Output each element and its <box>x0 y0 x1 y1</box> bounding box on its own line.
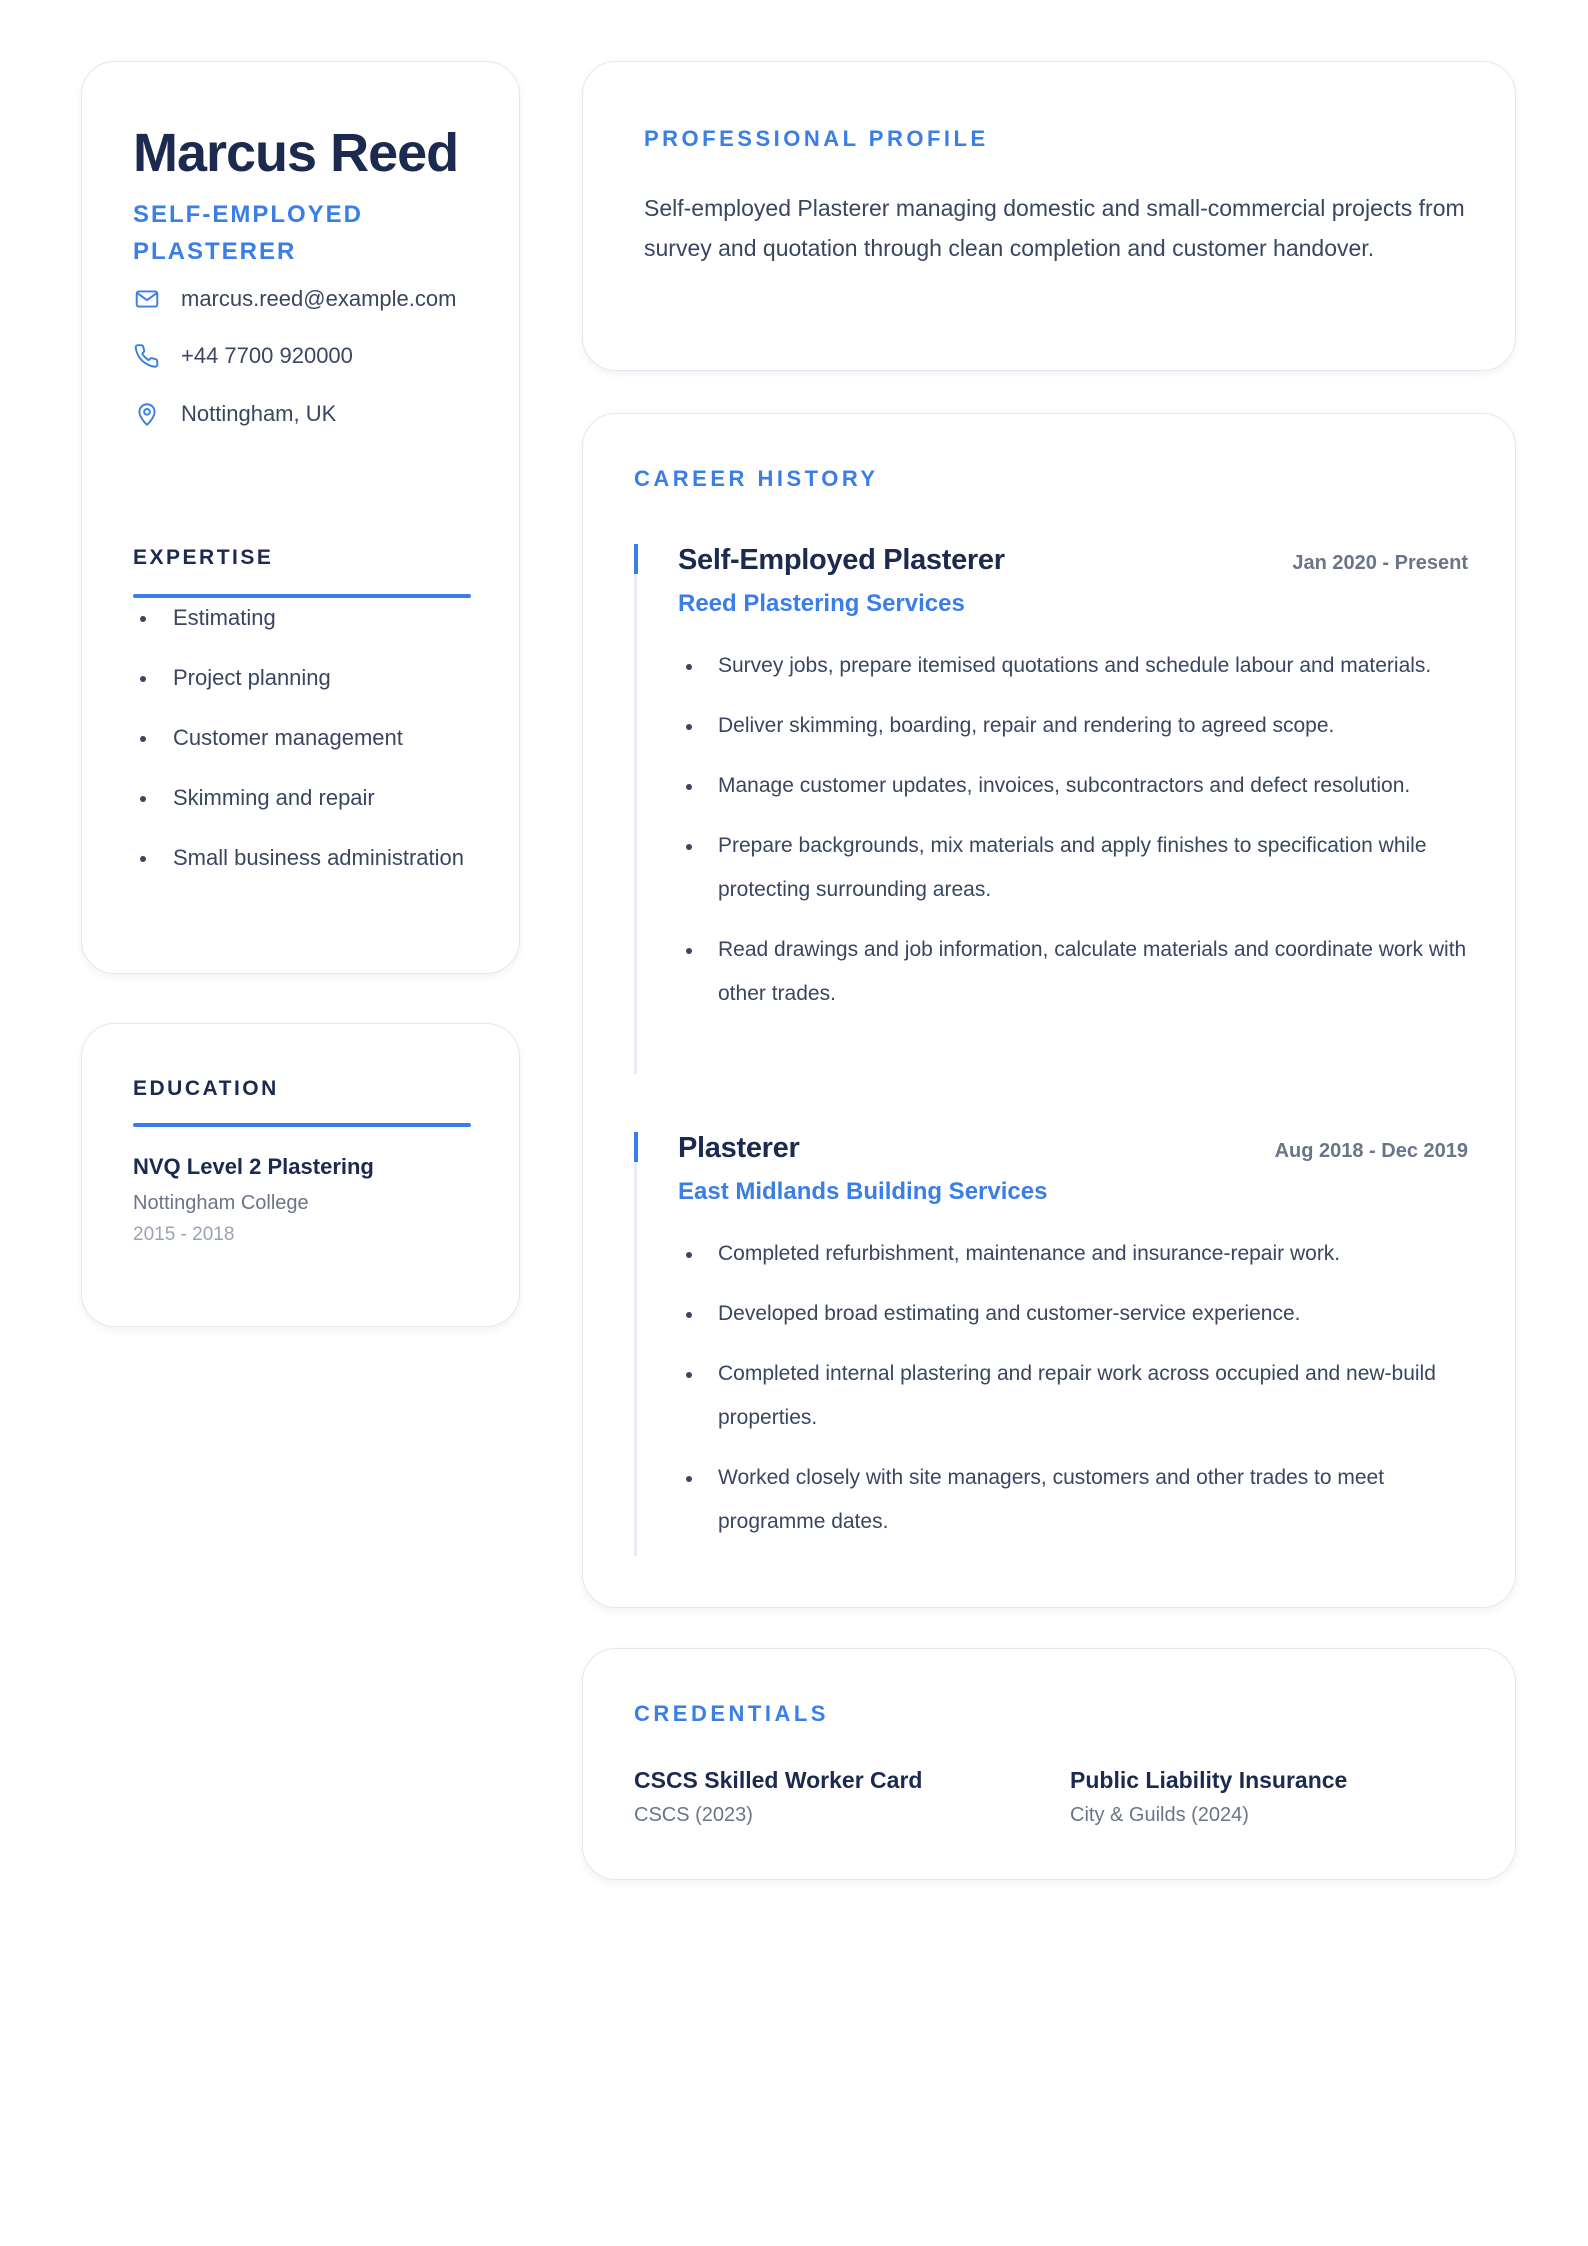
profile-card <box>582 61 1516 371</box>
candidate-name: Marcus Reed <box>133 123 459 183</box>
list-item <box>133 845 493 905</box>
job-bullets <box>678 1232 1468 1560</box>
credentials-card <box>582 1648 1516 1880</box>
skill-label: Small business administration <box>173 845 465 870</box>
expertise-list <box>133 605 493 905</box>
bullet-icon <box>686 948 692 954</box>
bullet-icon <box>686 1312 692 1318</box>
credential-issuer: CSCS (2023) <box>634 1804 753 1826</box>
job-dates: Aug 2018 - Dec 2019 <box>1274 1140 1468 1162</box>
bullet-text: Read drawings and job information, calculate materials and coordinate work with other trades. <box>718 938 1467 1005</box>
list-item <box>678 644 1468 688</box>
bullet-icon <box>140 736 146 742</box>
candidate-role: SELF-EMPLOYED PLASTERER <box>133 201 364 265</box>
career-card <box>582 413 1516 1608</box>
credential-item <box>634 1767 1034 1827</box>
bullet-icon <box>140 796 146 802</box>
contact-email[interactable] <box>133 284 456 314</box>
education-card <box>81 1023 520 1327</box>
bullet-text: Worked closely with site managers, customers and other trades to meet programme dates. <box>718 1466 1385 1533</box>
job-title: Plasterer <box>678 1132 800 1164</box>
bullet-text: Completed refurbishment, maintenance and insurance-repair work. <box>718 1242 1341 1265</box>
list-item <box>678 1232 1468 1276</box>
list-item <box>678 928 1468 1016</box>
location-text: Nottingham, UK <box>181 401 337 426</box>
list-item <box>678 1292 1468 1336</box>
bullet-icon <box>140 616 146 622</box>
bullet-text: Prepare backgrounds, mix materials and apply finishes to specification while protecting surrounding areas. <box>718 834 1427 901</box>
education-degree: NVQ Level 2 Plastering <box>133 1154 374 1179</box>
list-item <box>133 785 493 845</box>
expertise-title: EXPERTISE <box>133 546 274 569</box>
bullet-icon <box>140 676 146 682</box>
bullet-icon <box>686 1252 692 1258</box>
list-item <box>133 725 493 785</box>
education-divider <box>133 1123 471 1127</box>
bullet-text: Manage customer updates, invoices, subcontractors and defect resolution. <box>718 774 1411 797</box>
skill-label: Skimming and repair <box>173 785 375 810</box>
identity-card <box>81 61 520 974</box>
job-dates: Jan 2020 - Present <box>1292 552 1468 574</box>
bullet-text: Developed broad estimating and customer-service experience. <box>718 1302 1301 1325</box>
job-company: Reed Plastering Services <box>678 590 965 617</box>
bullet-icon <box>686 784 692 790</box>
profile-title: PROFESSIONAL PROFILE <box>644 126 989 151</box>
contact-phone[interactable] <box>133 341 353 371</box>
credential-item <box>1070 1767 1470 1827</box>
bullet-icon <box>140 856 146 862</box>
timeline-marker <box>634 1132 638 1162</box>
list-item <box>678 764 1468 808</box>
bullet-text: Completed internal plastering and repair work across occupied and new-build properties. <box>718 1362 1436 1429</box>
bullet-text: Deliver skimming, boarding, repair and rendering to agreed scope. <box>718 714 1335 737</box>
timeline-line <box>634 544 637 1074</box>
timeline-line <box>634 1132 637 1556</box>
job-company: East Midlands Building Services <box>678 1178 1048 1205</box>
education-school: Nottingham College <box>133 1192 309 1214</box>
credentials-title: CREDENTIALS <box>634 1701 829 1726</box>
skill-label: Estimating <box>173 605 276 630</box>
bullet-icon <box>686 1372 692 1378</box>
bullet-icon <box>686 664 692 670</box>
education-title: EDUCATION <box>133 1077 279 1100</box>
list-item <box>678 1352 1468 1440</box>
profile-summary: Self-employed Plasterer managing domestic and small-commercial projects from survey and quotation through clean completion and customer handover. <box>644 195 1465 261</box>
job-entry <box>634 1132 1468 1556</box>
bullet-icon <box>686 724 692 730</box>
credential-name: Public Liability Insurance <box>1070 1767 1348 1793</box>
bullet-icon <box>686 1476 692 1482</box>
contact-location <box>133 399 336 429</box>
list-item <box>678 704 1468 748</box>
list-item <box>678 1456 1468 1544</box>
list-item <box>133 605 493 665</box>
bullet-text: Survey jobs, prepare itemised quotations and schedule labour and materials. <box>718 654 1432 677</box>
career-title: CAREER HISTORY <box>634 466 879 491</box>
phone-text: +44 7700 920000 <box>181 343 353 368</box>
education-years: 2015 - 2018 <box>133 1224 235 1245</box>
skill-label: Project planning <box>173 665 331 690</box>
expertise-divider <box>133 594 471 598</box>
list-item <box>678 824 1468 912</box>
phone-icon <box>133 342 161 370</box>
timeline-marker <box>634 544 638 574</box>
map-pin-icon <box>133 400 161 428</box>
job-bullets <box>678 644 1468 1032</box>
list-item <box>133 665 493 725</box>
email-text: marcus.reed@example.com <box>181 286 457 311</box>
bullet-icon <box>686 844 692 850</box>
skill-label: Customer management <box>173 725 403 750</box>
job-entry <box>634 544 1468 1074</box>
envelope-icon <box>133 285 161 313</box>
credential-name: CSCS Skilled Worker Card <box>634 1767 923 1793</box>
job-title: Self-Employed Plasterer <box>678 544 1005 576</box>
credential-issuer: City & Guilds (2024) <box>1070 1804 1249 1826</box>
